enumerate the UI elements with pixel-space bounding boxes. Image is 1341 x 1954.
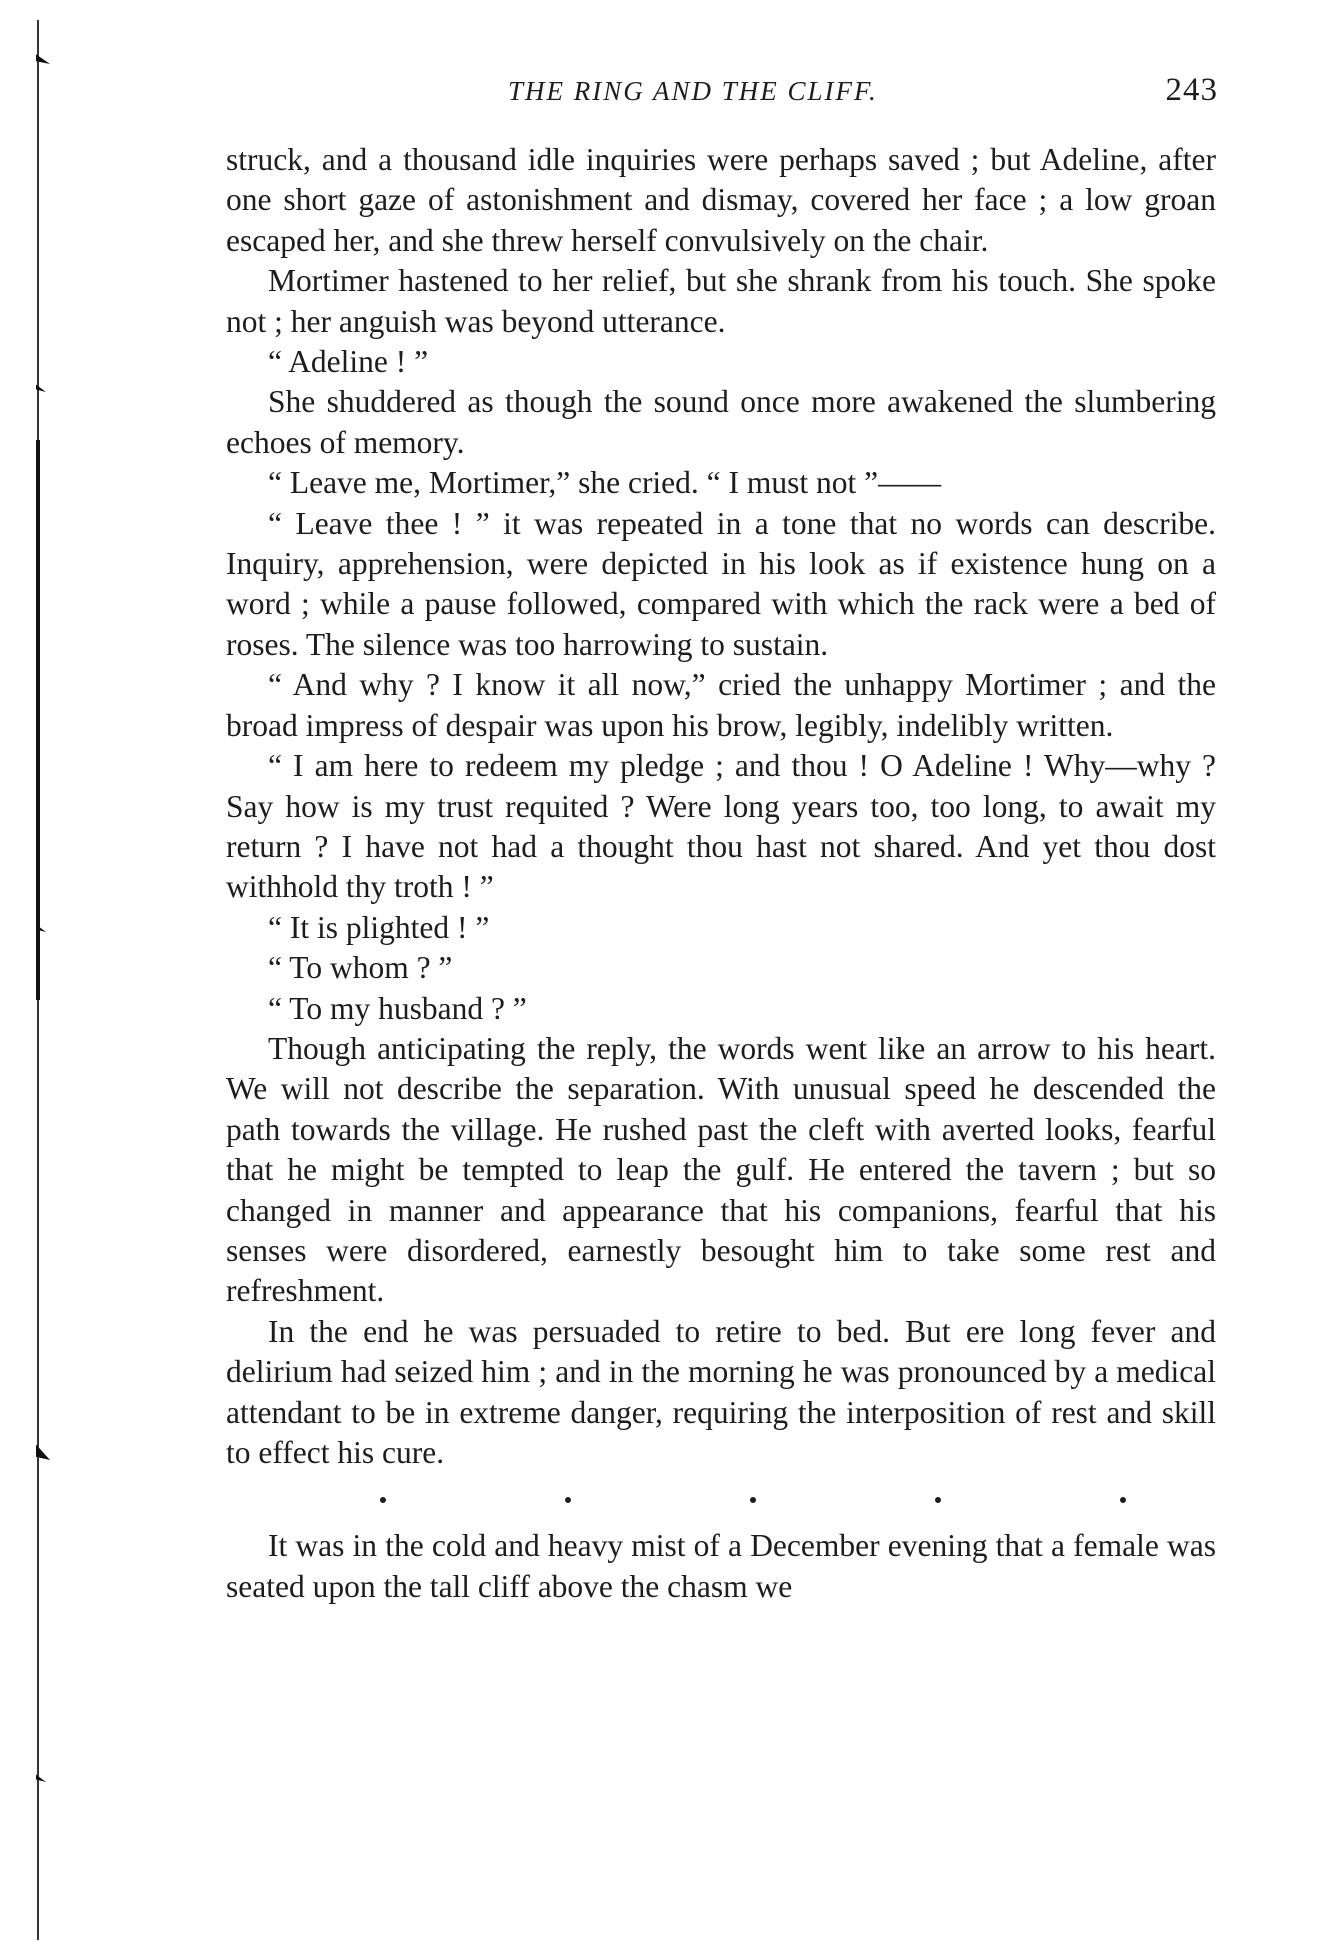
body-text — [226, 140, 1216, 1607]
paragraph: “ Leave me, Mortimer,” she cried. “ I must not ”—— — [268, 465, 942, 501]
paragraph: “ To whom ? ” — [268, 950, 453, 986]
paragraph: It was in the cold and heavy mist of a December evening that a female was seated upon the tall cliff above the chasm we — [226, 1528, 1216, 1604]
page-binding-edge — [36, 20, 40, 1940]
paragraph: “ I am here to redeem my pledge ; and thou ! O Adeline ! Why—why ? Say how is my trust requited ? Were long years too, too long, to await my return ? I have not had a thought thou hast not shared. And yet thou dost withhold thy troth ! ” — [226, 748, 1216, 905]
paragraph: Mortimer hastened to her relief, but she shrank from his touch. She spoke not ; her anguish was beyond utterance. — [226, 263, 1216, 339]
paragraph: “ It is plighted ! ” — [268, 909, 490, 945]
separator-dot — [750, 1497, 756, 1503]
paragraph: “ Adeline ! ” — [268, 344, 429, 380]
paragraph: “ To my husband ? ” — [268, 990, 527, 1026]
separator-dot — [935, 1497, 941, 1503]
paragraph: She shuddered as though the sound once more awakened the slumbering echoes of memory. — [226, 384, 1216, 460]
paragraph: “ And why ? I know it all now,” cried the unhappy Mortimer ; and the broad impress of despair was upon his brow, legibly, indelibly written. — [226, 667, 1216, 743]
separator-dot — [380, 1497, 386, 1503]
paragraph: Though anticipating the reply, the words went like an arrow to his heart. We will not describe the separation. With unusual speed he descended the path towards the village. He rushed past the cleft with averted looks, fearful that he might be tempted to leap the gulf. He entered the tavern ; but so changed in manner and appearance that his companions, fearful that his senses were disordered, earnestly besought him to take some rest and refreshment. — [226, 1030, 1216, 1309]
page-header — [228, 70, 1218, 120]
separator-dot — [565, 1497, 571, 1503]
running-title: THE RING AND THE CLIFF. — [508, 76, 878, 106]
separator-dot — [1120, 1497, 1126, 1503]
page-number: 243 — [1165, 72, 1218, 108]
section-separator — [226, 1473, 1216, 1526]
paragraph: In the end he was persuaded to retire to bed. But ere long fever and delirium had seized him ; and in the morning he was pronounced by a medical attendant to be in extreme danger, requiring the interposition of rest and skill to effect his cure. — [226, 1313, 1216, 1470]
paragraph: “ Leave thee ! ” it was repeated in a tone that no words can describe. Inquiry, apprehension, were depicted in his look as if existence hung on a word ; while a pause followed, compared with which the rack were a bed of roses. The silence was too harrowing to sustain. — [226, 505, 1216, 662]
paragraph: struck, and a thousand idle inquiries were perhaps saved ; but Adeline, after one short gaze of astonishment and dismay, covered her face ; a low groan escaped her, and she threw herself convulsively on the chair. — [226, 142, 1216, 258]
